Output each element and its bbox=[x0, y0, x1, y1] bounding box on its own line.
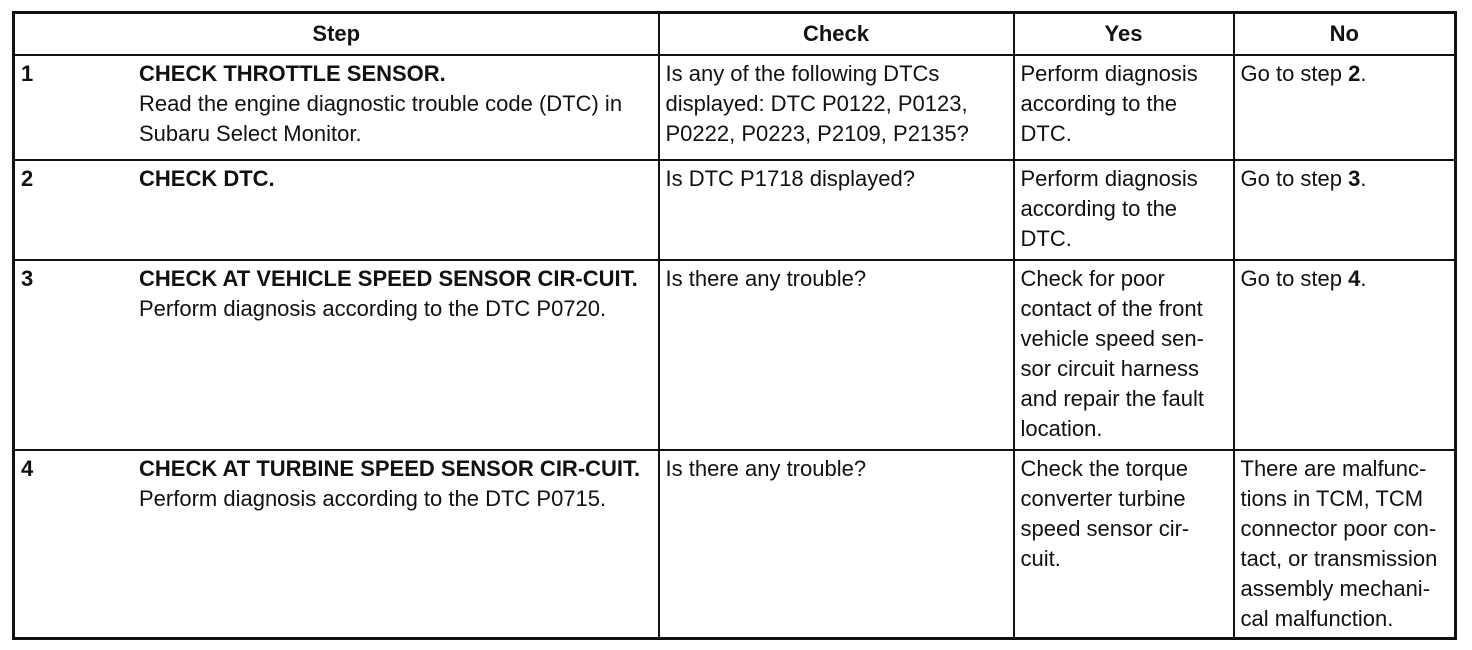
step-number: 4 bbox=[21, 456, 34, 481]
step-cell bbox=[14, 260, 659, 450]
table-row bbox=[14, 55, 1456, 160]
yes-cell bbox=[1014, 55, 1234, 160]
step-number: 3 bbox=[21, 266, 34, 291]
no-prefix: Go to step bbox=[1240, 266, 1349, 291]
check-cell bbox=[659, 450, 1014, 639]
step-cell bbox=[14, 450, 659, 639]
check-text: Is DTC P1718 displayed? bbox=[665, 166, 915, 191]
no-suffix: . bbox=[1360, 61, 1367, 86]
check-cell bbox=[659, 55, 1014, 160]
yes-cell bbox=[1014, 450, 1234, 639]
step-detail: Perform diagnosis according to the DTC P0715. bbox=[139, 486, 607, 511]
yes-cell bbox=[1014, 260, 1234, 450]
header-no: No bbox=[1234, 13, 1456, 56]
step-title: CHECK AT VEHICLE SPEED SENSOR CIR-CUIT. bbox=[139, 266, 638, 291]
no-cell bbox=[1234, 55, 1456, 160]
no-step-number: 4 bbox=[1348, 266, 1361, 291]
table-row bbox=[14, 260, 1456, 450]
no-suffix: . bbox=[1360, 266, 1367, 291]
yes-text: Perform diagnosis according to the DTC. bbox=[1020, 166, 1198, 251]
yes-text: Perform diagnosis according to the DTC. bbox=[1020, 61, 1198, 146]
check-text: Is there any trouble? bbox=[665, 266, 867, 291]
step-title: CHECK AT TURBINE SPEED SENSOR CIR-CUIT. bbox=[139, 456, 641, 481]
step-detail: Read the engine diagnostic trouble code (DTC) in Subaru Select Monitor. bbox=[139, 91, 623, 146]
check-text: Is any of the following DTCs displayed: DTC P0122, P0123, P0222, P0223, P2109, P2135? bbox=[665, 61, 969, 146]
no-cell bbox=[1234, 260, 1456, 450]
check-cell bbox=[659, 160, 1014, 260]
no-prefix: Go to step bbox=[1240, 61, 1349, 86]
no-cell bbox=[1234, 160, 1456, 260]
no-suffix: . bbox=[1360, 166, 1367, 191]
yes-text: Check for poor contact of the front vehicle speed sen-sor circuit harness and repair the fault location. bbox=[1020, 266, 1204, 441]
header-row bbox=[14, 13, 1456, 56]
diagnostic-table bbox=[12, 11, 1457, 640]
step-cell bbox=[14, 160, 659, 260]
step-number: 2 bbox=[21, 166, 34, 191]
step-title: CHECK DTC. bbox=[139, 166, 275, 191]
step-detail: Perform diagnosis according to the DTC P0720. bbox=[139, 296, 607, 321]
step-number: 1 bbox=[21, 61, 34, 86]
table-row bbox=[14, 160, 1456, 260]
yes-text: Check the torque converter turbine speed sensor cir-cuit. bbox=[1020, 456, 1190, 571]
no-prefix: Go to step bbox=[1240, 166, 1349, 191]
no-cell bbox=[1234, 450, 1456, 639]
no-step-number: 2 bbox=[1348, 61, 1361, 86]
no-text: There are malfunc-tions in TCM, TCM connector poor con-tact, or transmission assembly mechani-cal malfunction. bbox=[1240, 456, 1438, 631]
header-check: Check bbox=[659, 13, 1014, 56]
yes-cell bbox=[1014, 160, 1234, 260]
check-cell bbox=[659, 260, 1014, 450]
check-text: Is there any trouble? bbox=[665, 456, 867, 481]
header-yes: Yes bbox=[1014, 13, 1234, 56]
header-step: Step bbox=[14, 13, 659, 56]
table-row bbox=[14, 450, 1456, 639]
no-step-number: 3 bbox=[1348, 166, 1361, 191]
step-title: CHECK THROTTLE SENSOR. bbox=[139, 61, 446, 86]
step-cell bbox=[14, 55, 659, 160]
